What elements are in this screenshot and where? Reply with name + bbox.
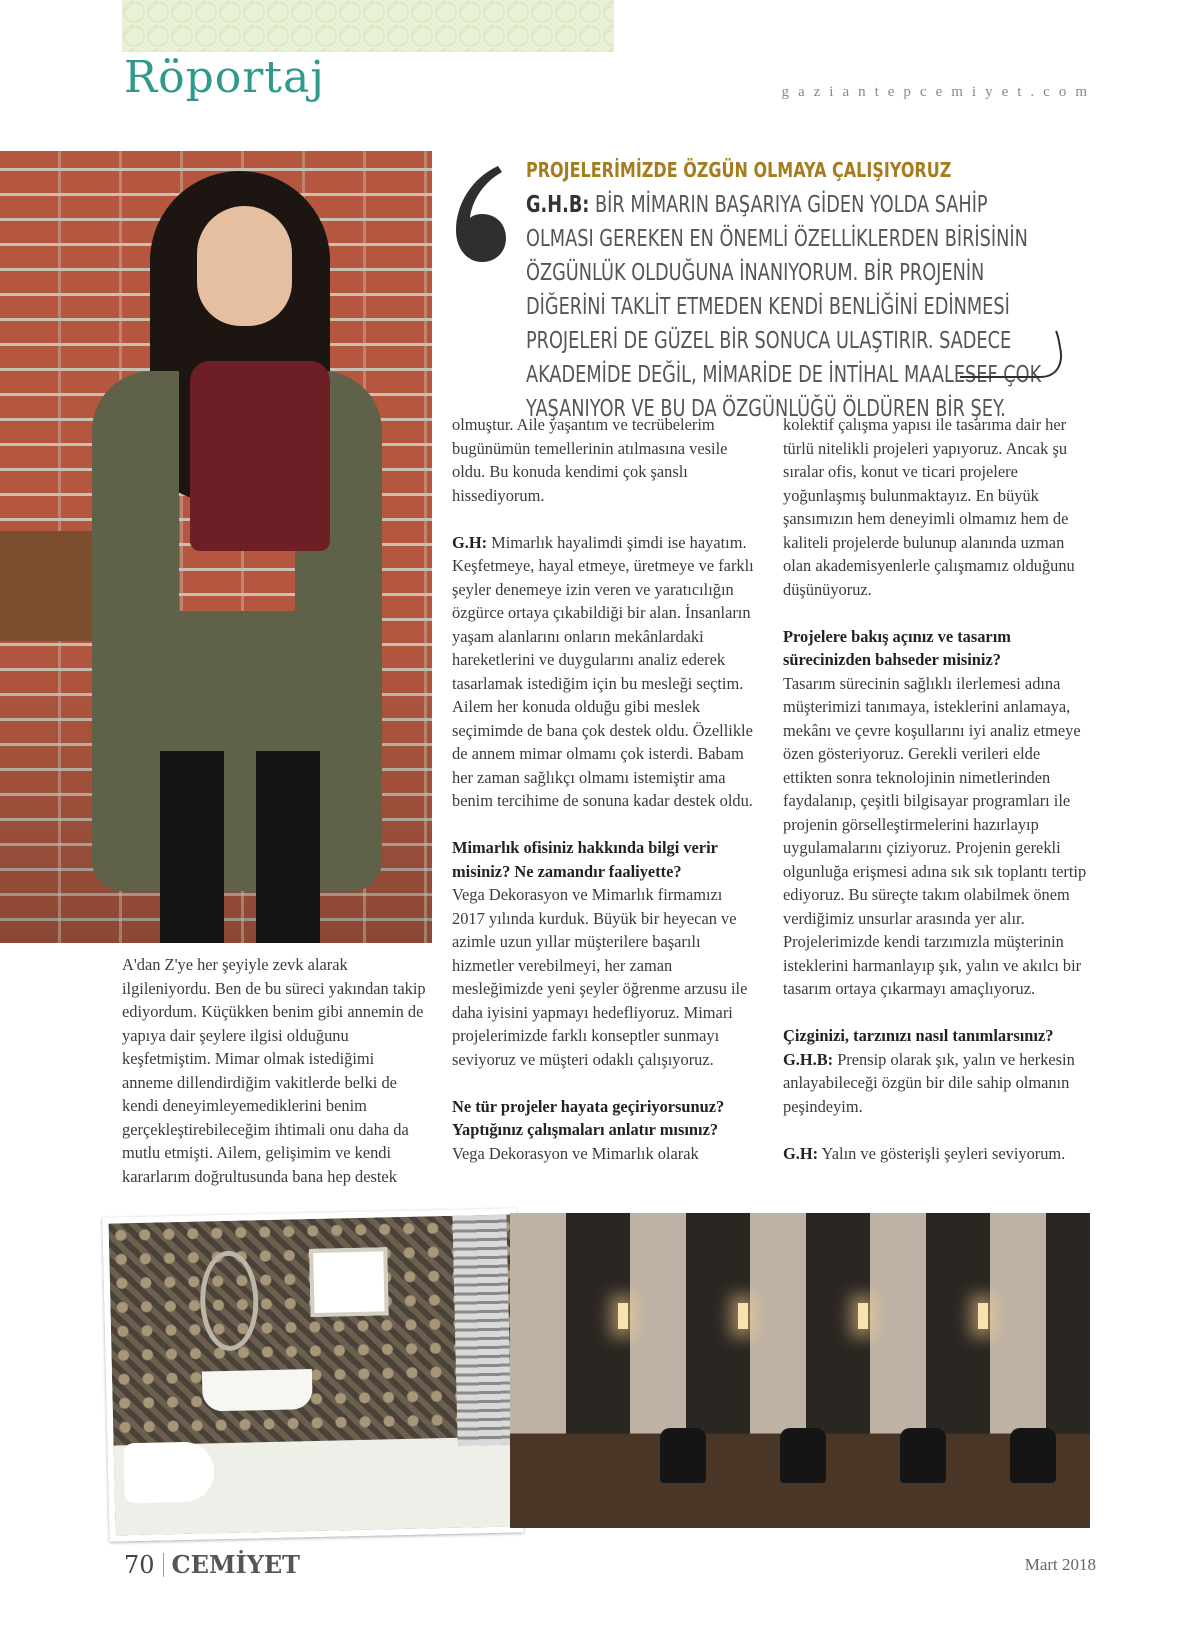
qa-block	[783, 1024, 1088, 1118]
paragraph: olmuştur. Aile yaşantım ve tecrübelerim bugünümün temellerinin atılmasına vesile oldu. Bu konuda kendimi çok şanslı hissediyorum.	[452, 415, 728, 505]
salon-chair	[1010, 1428, 1056, 1483]
page-number: 70	[124, 1551, 155, 1579]
wall-light	[618, 1303, 628, 1329]
paragraph-text: Yalın ve gösterişli şeyleri seviyorum.	[818, 1143, 1066, 1163]
paragraph	[783, 1142, 1088, 1166]
speaker-label: G.H:	[783, 1143, 819, 1163]
section-title: Röportaj	[124, 52, 325, 103]
quote-mark-icon	[450, 164, 510, 264]
wall-frame	[309, 1247, 389, 1317]
issue-date: Mart 2018	[1024, 1555, 1096, 1574]
question: Projelere bakış açınız ve tasarım sürecinizden bahseder misiniz?	[783, 626, 1011, 669]
answer: Tasarım sürecinin sağlıklı ilerlemesi adına müşterimizi tanımaya, isteklerini anlamaya, mekânı ve çevre koşullarını iyi analiz etmeye özen gösteriyoruz. Gerekli verileri elde ettikten sonra teknolojinin nimetlerinden faydalanıp, çeşitli bilgisayar programları ile projenin görselleştirmelerini hazırlayıp uygulamalarını çiziyoruz. Projenin gerekli olgunluğa erişmesi adına sık sık toplantı tertip ediyoruz. Bu süreçte takım olabilmek önem verdiğimiz unsurlar arasında yer alır. Projelerimizde kendi tarzımızla müşterinin isteklerini harmanlayıp şık, yalın ve akılcı bir tasarım ortaya çıkarmayı amaçlıyoruz.	[783, 673, 1087, 998]
header-pattern-band	[122, 0, 614, 52]
salon-chair	[660, 1428, 706, 1483]
wall-light	[738, 1303, 748, 1329]
answer: Vega Dekorasyon ve Mimarlık olarak	[452, 1143, 699, 1163]
question: Çizginizi, tarzınızı nasıl tanımlarsınız?	[783, 1026, 1054, 1045]
article-column-1	[122, 953, 427, 1212]
qa-block	[452, 1095, 757, 1166]
article-column-2	[452, 413, 757, 1189]
salon-photo	[510, 1213, 1090, 1528]
sink	[202, 1369, 313, 1411]
answer: Prensip olarak şık, yalın ve herkesin anlayabileceği özgün bir dile sahip olmanın peşindeyim.	[783, 1049, 1075, 1116]
portrait-photo	[0, 151, 432, 943]
paragraph: A'dan Z'ye her şeyiyle zevk alarak ilgileniyordu. Ben de bu süreci yakından takip ediyordum. Küçükken benim gibi annemin de yapıya dair şeylere ilgisi olduğunu keşfetmiştim. Mimar olmak istediğimi anneme dillendirdiğim vakitlerde belki de kendi deneyimleyemediklerini benim gerçekleştirebileceğim ihtimali onu daha da mutlu etmişti. Ailem, gelişimim ve kendi kararlarım doğrultusunda bana hep destek	[122, 955, 426, 1186]
footer-divider	[163, 1553, 164, 1577]
answer: Vega Dekorasyon ve Mimarlık firmamızı 2017 yılında kurduk. Büyük bir heyecan ve azimle uzun yıllar müşterilere başarılı hizmetler verebilmeyi, her zaman mesleğimizde yeni şeyler öğrenme arzusu ile daha iyisini yapmayı hedefliyoruz. Mimari projelerimizde farklı konseptler sunmayı seviyoruz ve müşteri odaklı çalışıyoruz.	[452, 885, 748, 1069]
site-url: gaziantepcemiyet.com	[781, 84, 1096, 100]
paragraph-text: Mimarlık hayalimdi şimdi ise hayatım. Keşfetmeye, hayal etmeye, üretmeye ve farklı şeyler denemeye izin veren ve yaratıcılığın özgürce ortaya çıkabildiği bir alan. İnsanların yaşam alanlarını onların mekânlardaki hareketlerini ve duygularını analiz ederek tasarlamak istediğim için bu mesleği seçtim. Ailem her konuda olduğu gibi meslek seçimimde de bana çok destek oldu. Özellikle de annem mimar olmamı çok isterdi. Babam her zaman sağlıkçı olmamı istemiştir ama benim tercihime de sonuna kadar destek oldu.	[452, 532, 754, 810]
pull-quote-body	[526, 188, 1050, 426]
toilet	[124, 1441, 215, 1503]
quote-swash-icon	[960, 325, 1070, 385]
speaker-label: G.H:	[452, 532, 488, 552]
page-footer	[124, 1550, 300, 1579]
article-column-3	[783, 413, 1088, 1189]
question: Mimarlık ofisiniz hakkında bilgi verir misiniz? Ne zamandır faaliyette?	[452, 838, 718, 881]
paragraph: kolektif çalışma yapısı ile tasarıma dair her türlü nitelikli projeleri yapıyoruz. Ancak şu sıralar ofis, konut ve ticari projelere yoğunlaşmış bulunmaktayız. En büyük şansımızın hem deneyimli olmamız hem de kaliteli projelerde bulunup alanında uzman olan akademisyenlerle çalışmamız olduğunu düşünüyoruz.	[783, 415, 1075, 599]
wall-light	[978, 1303, 988, 1329]
qa-block	[452, 836, 757, 1071]
paragraph	[452, 531, 757, 813]
qa-block	[783, 625, 1088, 1001]
question: Ne tür projeler hayata geçiriyorsunuz? Yaptığınız çalışmaları anlatır mısınız?	[452, 1096, 725, 1139]
burgundy-top	[190, 361, 330, 551]
wall-light	[858, 1303, 868, 1329]
salon-chair	[900, 1428, 946, 1483]
mirror	[199, 1250, 259, 1351]
pull-quote-text: BİR MİMARIN BAŞARIYA GİDEN YOLDA SAHİP OLMASI GEREKEN EN ÖNEMLİ ÖZELLİKLERDEN BİRİSİNİN ÖZGÜNLÜK OLDUĞUNA İNANIYORUM. BİR PROJENİN DİĞERİNİ TAKLİT ETMEDEN KENDİ BENLİĞİNİ EDİNMESİ PROJELERİ DE GÜZEL BİR SONUCA ULAŞTIRIR. SADECE AKADEMİDE DEĞİL, MİMARİDE DE İNTİHAL MAALESEF ÇOK YAŞANIYOR VE BU DA ÖZGÜNLÜĞÜ ÖLDÜREN BİR ŞEY.	[526, 192, 1042, 422]
face	[197, 206, 292, 326]
towel-radiator	[452, 1215, 511, 1446]
pull-quote-speaker: G.H.B:	[526, 192, 590, 218]
speaker-label: G.H.B:	[783, 1049, 834, 1069]
pull-quote-title: PROJELERİMİZDE ÖZGÜN OLMAYA ÇALIŞIYORUZ	[526, 158, 952, 182]
bathroom-photo	[102, 1208, 523, 1541]
salon-chair	[780, 1428, 826, 1483]
black-boots	[160, 751, 320, 943]
magazine-brand: CEMİYET	[171, 1550, 301, 1579]
